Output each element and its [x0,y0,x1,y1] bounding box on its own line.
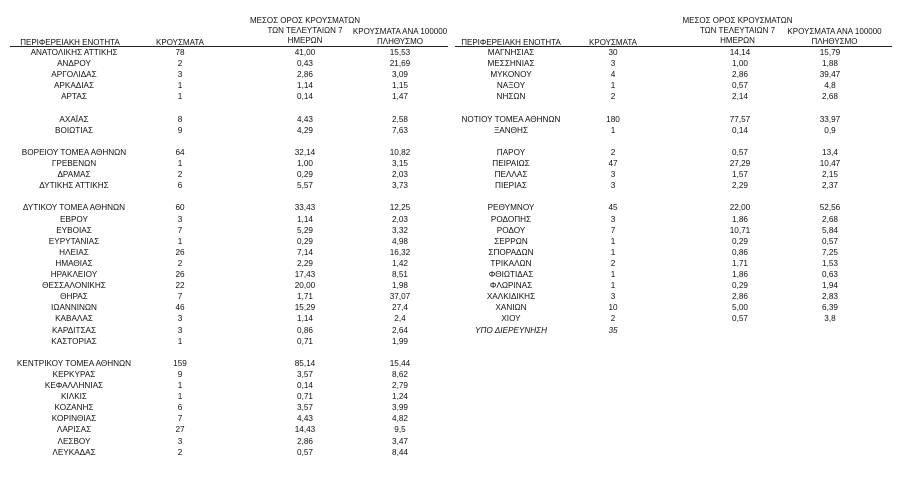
table-row [455,313,892,324]
table-row [455,214,892,225]
avg-cell: 1,71 [732,258,748,268]
avg-cell: 27,29 [729,159,751,168]
avg-cell: 5,00 [732,303,748,313]
table-row [455,236,892,247]
cases-cell: 47 [608,159,618,168]
avg-cell: 22,00 [729,203,751,213]
avg-cell: 0,43 [297,59,313,69]
per100k-cell: 1,98 [392,281,408,291]
region-cell: ΗΜΑΘΙΑΣ [55,258,93,268]
per100k-cell: 39,47 [819,70,841,80]
table-row [10,180,448,191]
avg-cell: 0,29 [732,236,748,246]
cases-cell: 26 [175,247,185,257]
region-cell: ΤΡΙΚΑΛΩΝ [490,258,532,268]
cases-cell: 2 [177,447,183,457]
avg-cell: 2,86 [732,292,748,302]
table-row [10,380,448,391]
cases-cell: 1 [610,236,616,246]
table-row [10,358,448,369]
table-row [10,269,448,280]
per100k-cell: 2,03 [392,214,408,224]
per100k-cell: 0,63 [822,270,838,279]
cases-cell: 9 [177,369,183,379]
cases-cell: 1 [610,281,616,291]
header-per-line2: ΠΛΗΘΥΣΜΟ [811,37,858,46]
cases-cell: 30 [608,48,618,57]
table-row [10,313,448,324]
cases-cell: 3 [177,325,183,335]
avg-cell: 15,29 [294,303,316,313]
per100k-cell: 9,5 [394,425,406,435]
table-row [455,47,892,58]
avg-cell: 0,71 [297,336,313,346]
cases-cell: 22 [175,281,185,291]
table-row [10,47,448,58]
per100k-cell: 16,32 [389,247,411,257]
cases-cell: 1 [177,236,183,246]
region-cell: ΚΑΣΤΟΡΙΑΣ [51,336,97,346]
region-cell: ΑΝΑΤΟΛΙΚΗΣ ΑΤΤΙΚΗΣ [30,48,118,57]
cases-cell: 2 [610,258,616,268]
cases-cell: 3 [177,314,183,324]
avg-cell: 0,29 [732,281,748,291]
per100k-cell: 3,99 [392,403,408,413]
avg-cell: 2,29 [732,181,748,191]
region-cell: ΡΟΔΟΥ [496,225,526,235]
avg-cell: 2,86 [297,436,313,446]
cases-cell: 78 [175,48,185,57]
region-cell: ΗΡΑΚΛΕΙΟΥ [50,270,98,279]
right-table-header [455,6,892,47]
avg-cell: 0,71 [297,392,313,402]
table-row [10,413,448,424]
cases-cell: 3 [610,181,616,191]
avg-cell: 5,57 [297,181,313,191]
per100k-cell: 21,69 [389,59,411,69]
cases-cell: 3 [610,170,616,180]
region-cell: ΡΟΔΟΠΗΣ [490,214,532,224]
cases-cell: 1 [177,159,183,168]
region-cell: ΣΕΡΡΩΝ [494,236,528,246]
region-cell: ΚΑΡΔΙΤΣΑΣ [51,325,97,335]
avg-cell: 1,71 [297,292,313,302]
avg-cell: 2,29 [297,258,313,268]
region-cell: ΑΡΤΑΣ [61,92,87,102]
per100k-cell: 5,84 [822,225,838,235]
avg-cell: 10,71 [729,225,751,235]
region-cell: ΑΝΔΡΟΥ [57,59,91,69]
avg-cell: 4,43 [297,114,313,124]
per100k-cell: 2,4 [394,314,406,324]
region-cell: ΚΟΡΙΝΘΙΑΣ [51,414,97,424]
region-cell: ΚΕΝΤΡΙΚΟΥ ΤΟΜΕΑ ΑΘΗΝΩΝ [16,358,132,368]
header-per-line1: ΚΡΟΥΣΜΑΤΑ ΑΝΑ 100000 [787,27,882,36]
table-row [455,302,892,313]
per100k-cell: 10,47 [819,159,841,168]
table-row [10,169,448,180]
header-region: ΠΕΡΙΦΕΡΕΙΑΚΗ ΕΝΟΤΗΤΑ [20,38,120,47]
per100k-cell: 0,9 [824,125,836,135]
header-avg-line3: ΗΜΕΡΩΝ [720,36,755,45]
avg-cell: 17,43 [294,270,316,279]
region-cell: ΕΥΡΥΤΑΝΙΑΣ [48,236,100,246]
cases-cell: 8 [177,114,183,124]
header-region: ΠΕΡΙΦΕΡΕΙΑΚΗ ΕΝΟΤΗΤΑ [461,38,561,47]
avg-cell: 3,57 [297,403,313,413]
avg-cell: 77,57 [729,114,751,124]
region-cell: ΞΑΝΘΗΣ [493,125,529,135]
per100k-cell: 7,63 [392,125,408,135]
region-cell: ΙΩΑΝΝΙΝΩΝ [51,303,97,313]
header-cases: ΚΡΟΥΣΜΑΤΑ [156,38,204,47]
table-row [455,225,892,236]
per100k-cell: 10,82 [389,147,411,157]
avg-cell: 33,43 [294,203,316,213]
cases-cell: 1 [610,81,616,91]
per100k-cell: 7,25 [822,247,838,257]
avg-cell: 0,57 [297,447,313,457]
avg-cell: 2,86 [732,70,748,80]
cases-cell: 64 [175,147,185,157]
table-row [455,80,892,91]
table-row [455,258,892,269]
header-avg-line1: ΜΕΣΟΣ ΟΡΟΣ ΚΡΟΥΣΜΑΤΩΝ [682,16,793,25]
cases-cell: 3 [610,214,616,224]
table-row [10,69,448,80]
table-row [455,158,892,169]
table-row [455,169,892,180]
table-row [10,58,448,69]
region-cell: ΘΗΡΑΣ [60,292,88,302]
header-cases: ΚΡΟΥΣΜΑΤΑ [589,38,637,47]
avg-cell: 1,00 [297,159,313,168]
region-cell: ΠΕΙΡΑΙΩΣ [492,159,530,168]
avg-cell: 4,43 [297,414,313,424]
per100k-cell: 2,68 [822,92,838,102]
region-cell: ΥΠΟ ΔΙΕΡΕΥΝΗΣΗ [475,325,547,335]
region-cell: ΔΡΑΜΑΣ [57,170,91,180]
left-table-header [10,6,448,47]
region-cell: ΧΑΛΚΙΔΙΚΗΣ [486,292,536,302]
table-row [455,325,892,336]
per100k-cell: 15,53 [389,48,411,57]
region-cell: ΔΥΤΙΚΟΥ ΤΟΜΕΑ ΑΘΗΝΩΝ [22,203,126,213]
header-per100k [345,27,455,47]
avg-cell: 1,57 [732,170,748,180]
table-row [10,247,448,258]
header-avg-line2: ΤΩΝ ΤΕΛΕΥΤΑΙΩΝ 7 [699,26,776,35]
region-cell: ΘΕΣΣΑΛΟΝΙΚΗΣ [42,281,106,291]
cases-cell: 2 [177,258,183,268]
avg-cell: 14,43 [294,425,316,435]
region-cell: ΕΒΡΟΥ [60,214,88,224]
region-cell: ΑΡΚΑΔΙΑΣ [53,81,95,91]
cases-cell: 159 [173,358,187,368]
avg-cell: 1,86 [732,214,748,224]
avg-cell: 1,14 [297,214,313,224]
cases-cell: 2 [177,170,183,180]
cases-cell: 7 [177,414,183,424]
region-cell: ΠΙΕΡΙΑΣ [495,181,527,191]
per100k-cell: 3,8 [824,314,836,324]
region-cell: ΚΑΒΑΛΑΣ [55,314,93,324]
table-row [10,91,448,102]
cases-cell: 3 [610,59,616,69]
per100k-cell: 1,94 [822,281,838,291]
per100k-cell: 4,98 [392,236,408,246]
cases-cell: 10 [608,303,618,313]
cases-cell: 1 [177,392,183,402]
table-row [455,58,892,69]
cases-cell: 2 [610,92,616,102]
avg-cell: 0,14 [297,381,313,390]
table-row [10,225,448,236]
region-cell: ΚΕΦΑΛΛΗΝΙΑΣ [44,381,104,390]
table-row [10,158,448,169]
per100k-cell: 15,79 [819,48,841,57]
table-row [10,325,448,336]
cases-cell: 35 [608,325,618,335]
table-row [455,69,892,80]
region-cell: ΒΟΙΩΤΙΑΣ [54,125,94,135]
avg-cell: 0,86 [732,247,748,257]
cases-cell: 1 [610,125,616,135]
region-cell: ΛΑΡΙΣΑΣ [56,425,92,435]
region-cell: ΣΠΟΡΑΔΩΝ [488,247,534,257]
table-row [455,280,892,291]
per100k-cell: 6,39 [822,303,838,313]
header-per-line1: ΚΡΟΥΣΜΑΤΑ ΑΝΑ 100000 [352,27,448,36]
per100k-cell: 8,62 [392,369,408,379]
region-cell: ΜΕΣΣΗΝΙΑΣ [487,59,535,69]
per100k-cell: 3,73 [392,181,408,191]
region-cell: ΒΟΡΕΙΟΥ ΤΟΜΕΑ ΑΘΗΝΩΝ [21,147,127,157]
table-row [10,291,448,302]
region-cell: ΧΑΝΙΩΝ [495,303,527,313]
region-cell: ΑΧΑΪΑΣ [59,114,89,124]
avg-cell: 2,86 [297,70,313,80]
header-avg-line1: ΜΕΣΟΣ ΟΡΟΣ ΚΡΟΥΣΜΑΤΩΝ [249,16,361,25]
header-avg-line2: ΤΩΝ ΤΕΛΕΥΤΑΙΩΝ 7 [267,26,343,35]
avg-cell: 4,29 [297,125,313,135]
region-cell: ΗΛΕΙΑΣ [59,247,89,257]
cases-cell: 3 [177,70,183,80]
region-cell: ΔΥΤΙΚΗΣ ΑΤΤΙΚΗΣ [39,181,109,191]
region-cell: ΝΗΣΩΝ [496,92,526,102]
region-cell: ΛΕΥΚΑΔΑΣ [52,447,96,457]
avg-cell: 7,14 [297,247,313,257]
table-row [10,202,448,213]
region-cell: ΕΥΒΟΙΑΣ [56,225,92,235]
cases-cell: 1 [610,270,616,279]
avg-cell: 0,14 [732,125,748,135]
table-row [10,402,448,413]
avg-cell: 0,86 [297,325,313,335]
per100k-cell: 8,51 [392,270,408,279]
table-row [455,202,892,213]
per100k-cell: 2,68 [822,214,838,224]
cases-cell: 180 [606,114,620,124]
table-row [10,369,448,380]
per100k-cell: 27,4 [392,303,408,313]
avg-cell: 1,14 [297,314,313,324]
per100k-cell: 3,15 [392,159,408,168]
cases-cell: 2 [610,147,616,157]
cases-cell: 7 [177,225,183,235]
cases-cell: 1 [177,336,183,346]
per100k-cell: 1,88 [822,59,838,69]
cases-cell: 7 [177,292,183,302]
table-row [455,247,892,258]
region-cell: ΠΑΡΟΥ [496,147,526,157]
avg-cell: 5,29 [297,225,313,235]
per100k-cell: 3,47 [392,436,408,446]
avg-cell: 3,57 [297,369,313,379]
region-cell: ΦΛΩΡΙΝΑΣ [489,281,533,291]
avg-cell: 41,00 [294,48,316,57]
per100k-cell: 4,82 [392,414,408,424]
header-per100k [777,27,892,47]
cases-cell: 9 [177,125,183,135]
avg-cell: 0,29 [297,170,313,180]
region-cell: ΜΑΓΝΗΣΙΑΣ [487,48,535,57]
cases-cell: 3 [177,436,183,446]
region-cell: ΛΕΣΒΟΥ [57,436,91,446]
per100k-cell: 37,07 [389,292,411,302]
per100k-cell: 15,44 [389,358,411,368]
cases-cell: 4 [610,70,616,80]
right-table [455,6,892,335]
cases-cell: 6 [177,403,183,413]
avg-cell: 1,86 [732,270,748,279]
region-cell: ΡΕΘΥΜΝΟΥ [487,203,535,213]
avg-cell: 32,14 [294,147,316,157]
region-cell: ΚΟΖΑΝΗΣ [54,403,94,413]
per100k-cell: 1,47 [392,92,408,102]
cases-cell: 46 [175,303,185,313]
table-row [10,147,448,158]
avg-cell: 0,57 [732,314,748,324]
cases-cell: 27 [175,425,185,435]
region-cell: ΝΟΤΙΟΥ ΤΟΜΕΑ ΑΘΗΝΩΝ [461,114,561,124]
table-row [10,258,448,269]
region-cell: ΚΕΡΚΥΡΑΣ [52,369,96,379]
table-row [10,236,448,247]
table-row [10,125,448,136]
left-table [10,6,448,457]
per100k-cell: 1,24 [392,392,408,402]
table-row [10,436,448,447]
cases-cell: 60 [175,203,185,213]
per100k-cell: 2,58 [392,114,408,124]
table-row [455,291,892,302]
per100k-cell: 2,83 [822,292,838,302]
region-cell: ΜΥΚΟΝΟΥ [490,70,532,80]
table-row [455,180,892,191]
cases-cell: 3 [177,214,183,224]
per100k-cell: 52,56 [819,203,841,213]
cases-cell: 6 [177,181,183,191]
per100k-cell: 1,42 [392,258,408,268]
per100k-cell: 2,03 [392,170,408,180]
per100k-cell: 2,15 [822,170,838,180]
per100k-cell: 4,8 [824,81,836,91]
per100k-cell: 13,4 [822,147,838,157]
region-cell: ΧΙΟΥ [501,314,521,324]
table-row [455,91,892,102]
table-row [10,302,448,313]
avg-cell: 14,14 [729,48,751,57]
table-row [10,280,448,291]
per100k-cell: 2,64 [392,325,408,335]
per100k-cell: 3,32 [392,225,408,235]
region-cell: ΝΑΞΟΥ [496,81,526,91]
region-cell: ΓΡΕΒΕΝΩΝ [51,159,97,168]
avg-cell: 0,57 [732,147,748,157]
per100k-cell: 8,44 [392,447,408,457]
table-row [10,114,448,125]
avg-cell: 1,00 [732,59,748,69]
table-row [455,125,892,136]
table-row [455,147,892,158]
cases-cell: 7 [610,225,616,235]
per100k-cell: 2,37 [822,181,838,191]
per100k-cell: 33,97 [819,114,841,124]
avg-cell: 85,14 [294,358,316,368]
header-avg-line3: ΗΜΕΡΩΝ [287,36,323,45]
table-row [10,80,448,91]
cases-cell: 2 [610,314,616,324]
per100k-cell: 0,57 [822,236,838,246]
table-row [10,447,448,458]
avg-cell: 20,00 [294,281,316,291]
per100k-cell: 1,99 [392,336,408,346]
cases-cell: 26 [175,270,185,279]
cases-cell: 2 [177,59,183,69]
cases-cell: 1 [177,381,183,390]
table-row [10,424,448,435]
per100k-cell: 1,15 [392,81,408,91]
table-row [455,269,892,280]
avg-cell: 0,29 [297,236,313,246]
region-cell: ΚΙΛΚΙΣ [60,392,87,402]
header-per-line2: ΠΛΗΘΥΣΜΟ [376,37,424,46]
region-cell: ΦΘΙΩΤΙΔΑΣ [488,270,534,279]
table-row [10,391,448,402]
region-cell: ΠΕΛΛΑΣ [494,170,528,180]
avg-cell: 0,57 [732,81,748,91]
avg-cell: 1,14 [297,81,313,91]
per100k-cell: 2,79 [392,381,408,390]
per100k-cell: 12,25 [389,203,411,213]
table-row [455,114,892,125]
avg-cell: 2,14 [732,92,748,102]
cases-cell: 1 [177,81,183,91]
cases-cell: 1 [177,92,183,102]
per100k-cell: 3,09 [392,70,408,80]
region-cell: ΑΡΓΟΛΙΔΑΣ [51,70,97,80]
avg-cell: 0,14 [297,92,313,102]
cases-cell: 45 [608,203,618,213]
cases-cell: 3 [610,292,616,302]
cases-cell: 1 [610,247,616,257]
table-row [10,336,448,347]
table-row [10,214,448,225]
per100k-cell: 1,53 [822,258,838,268]
